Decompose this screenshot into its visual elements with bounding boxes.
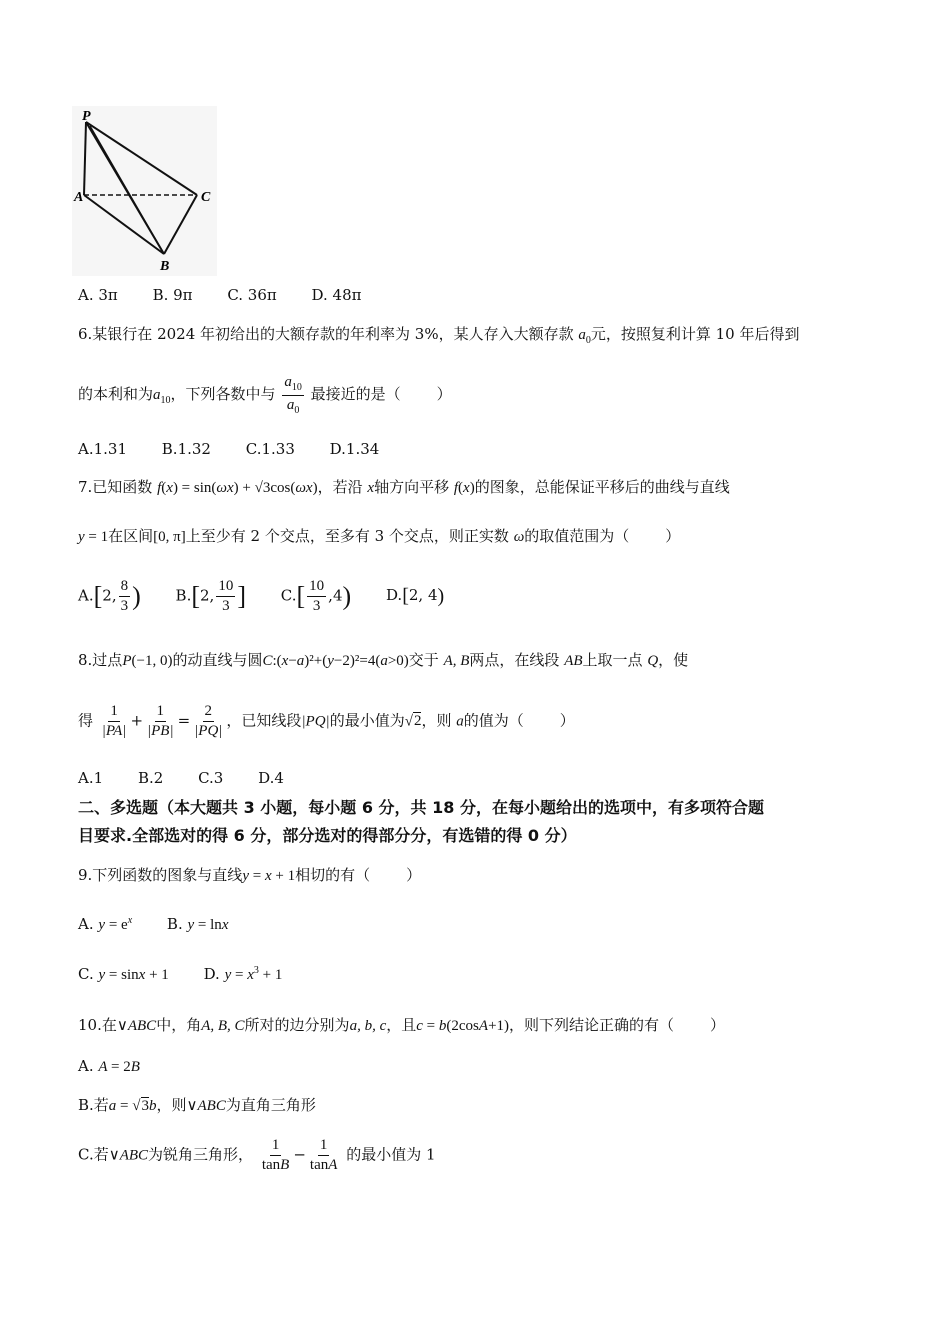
q9-option-c[interactable]: C. y = sinx + 1	[78, 965, 169, 983]
q5-option-c[interactable]: C. 36π	[227, 286, 277, 304]
q8-option-d[interactable]: D.4	[258, 769, 284, 787]
q9-option-a[interactable]: A. $y = e^x$	[78, 915, 133, 933]
label-c: C	[201, 190, 211, 205]
q8-text-2c: 的最小值为	[329, 711, 405, 730]
q10-option-b[interactable]: B.若a = √3b，则∨ABC为直角三角形	[78, 1096, 316, 1114]
q9-options-row2	[78, 965, 312, 984]
tetrahedron-diagram	[72, 106, 217, 276]
q8-text-2b: ，已知线段	[226, 711, 302, 730]
q6-text-2a: 的本利和为	[78, 385, 154, 403]
q6-option-b[interactable]: B.1.32	[161, 440, 211, 458]
q8-line2: 得 $\frac{1}{|PA|}$ + $\frac{1}{|PB|}$ = $\frac{2}{|PQ|}$ ，已知线段|PQ|的最小值为√2，则 a的值为（ ）	[78, 703, 575, 739]
q6-option-d[interactable]: D.1.34	[329, 440, 380, 458]
q6-line1: 6.某银行在 2024 年初给出的大额存款的年利率为 3%，某人存入大额存款 $a_0$元，按照复利计算 10 年后得到	[78, 325, 800, 346]
q9-stem: 9.下列函数的图象与直线y = x + 1相切的有（ ）	[78, 866, 422, 884]
q7-text-2b: 上至少有 2 个交点，至多有 3 个交点，则正实数	[185, 527, 509, 545]
q9-options-row1	[78, 915, 258, 934]
q6-text-2c: 最接近的是（	[310, 385, 401, 403]
q10-option-c[interactable]: C.若∨ABC为锐角三角形， $\frac{1}{\tan B}$ − $\frac{1}{\tan A}$ 的最小值为 1	[78, 1137, 436, 1173]
q6-line2: 的本利和为$a_{10}$，下列各数中与 $\frac{a_{10}}{a_0}$ 最接近的是（ ）	[78, 374, 452, 416]
label-p: P	[82, 109, 91, 124]
q6-text-1: 6.某银行在 2024 年初给出的大额存款的年利率为 3%，某人存入大额存款	[78, 325, 574, 343]
q7-text-1d: 的图象，总能保证平移后的曲线与直线	[474, 478, 730, 496]
q8-option-b[interactable]: B.2	[137, 769, 164, 787]
q5-option-b[interactable]: B. 9π	[152, 286, 193, 304]
q8-option-c[interactable]: C.3	[198, 769, 224, 787]
q7-text-2a: 在区间	[108, 527, 154, 545]
q7-text-1c: 轴方向平移	[374, 478, 450, 496]
q7-text-1a: 7.已知函数	[78, 478, 153, 496]
q7-line2: y = 1在区间[0, π]上至少有 2 个交点，至多有 3 个交点，则正实数 ω的取值范围为（ ）	[78, 527, 681, 545]
q7-options	[78, 577, 474, 616]
q8-options	[78, 769, 314, 787]
q10-text-b: 中，角	[156, 1016, 202, 1034]
tetrahedron-figure	[72, 106, 217, 276]
q8-close: ）	[559, 711, 575, 730]
q6-option-c[interactable]: C.1.33	[245, 440, 295, 458]
q9-option-d[interactable]: D. $y = x^3 + 1$	[203, 965, 283, 983]
q7-text-1b: ，若沿	[317, 478, 363, 496]
q6-text-2b: ，下列各数中与	[170, 385, 276, 403]
q8-text-2e: 的值为（	[463, 711, 524, 730]
q7-text-2c: 的取值范围为（	[524, 527, 630, 545]
q8-text-1f: ，使	[658, 651, 689, 669]
q9-text-a: 9.下列函数的图象与直线	[78, 866, 243, 884]
section2-heading-line2: 目要求.全部选对的得 6 分，部分选对的得部分分，有选错的得 0 分）	[78, 826, 577, 845]
label-a: A	[74, 190, 84, 205]
q8-text-1b: 的动直线与圆	[172, 651, 263, 669]
q9-option-b[interactable]: B. y = lnx	[166, 915, 229, 933]
q8-text-1a: 8.过点	[78, 651, 123, 669]
q7-close: ）	[665, 527, 681, 545]
q10-text-a: 10.在	[78, 1016, 117, 1034]
q7-option-d[interactable]: D.[2, 4)	[385, 585, 445, 608]
q7-line1: 7.已知函数 f(x) = sin(ωx) + √3cos(ωx)，若沿 x轴方向平移 f(x)的图象，总能保证平移后的曲线与直线	[78, 478, 730, 496]
q7-option-b[interactable]: B.[2, $\frac{10}{3}$ ]	[175, 578, 246, 614]
q6-text-1b: 元，按照复利计算 10 年后得到	[590, 325, 800, 343]
q8-text-1d: 两点，在线段	[469, 651, 560, 669]
q10-text-e: ，则下列结论正确的有（	[509, 1016, 675, 1034]
q7-option-a[interactable]: A.[2, $\frac{8}{3}$ )	[78, 578, 141, 614]
q10-text-d: ，且	[386, 1016, 417, 1034]
q8-text-1c: 交于	[408, 651, 439, 669]
q10-stem: 10.在∨ABC中，角A, B, C所对的边分别为a, b, c，且c = b(2cosA+1)，则下列结论正确的有（ ）	[78, 1016, 726, 1034]
q5-option-d[interactable]: D. 48π	[311, 286, 362, 304]
q10-close: ）	[710, 1016, 726, 1034]
q5-options	[78, 286, 392, 304]
q8-text-2a: 得	[78, 711, 94, 730]
q6-option-a[interactable]: A.1.31	[78, 440, 127, 458]
q8-text-1e: 上取一点	[582, 651, 643, 669]
q6-close: ）	[436, 385, 452, 403]
q8-line1: 8.过点P(−1, 0)的动直线与圆C:(x−a)²+(y−2)²=4(a>0)交于 A, B两点，在线段 AB上取一点 Q，使	[78, 651, 689, 669]
q9-text-b: 相切的有（	[295, 866, 371, 884]
q10-text-c: 所对的边分别为	[244, 1016, 350, 1034]
label-b: B	[160, 259, 170, 274]
q8-option-a[interactable]: A.1	[78, 769, 104, 787]
section2-heading-line1: 二、多选题（本大题共 3 小题，每小题 6 分，共 18 分，在每小题给出的选项中，有多项符合题	[78, 798, 764, 817]
q9-close: ）	[406, 866, 422, 884]
q8-text-2d: ，则	[421, 711, 452, 730]
q10-option-a[interactable]: A. A = 2B	[78, 1057, 140, 1075]
q6-options	[78, 440, 409, 458]
q7-option-c[interactable]: C.[ $\frac{10}{3}$ ,4)	[280, 578, 352, 614]
q5-option-a[interactable]: A. 3π	[78, 286, 118, 304]
